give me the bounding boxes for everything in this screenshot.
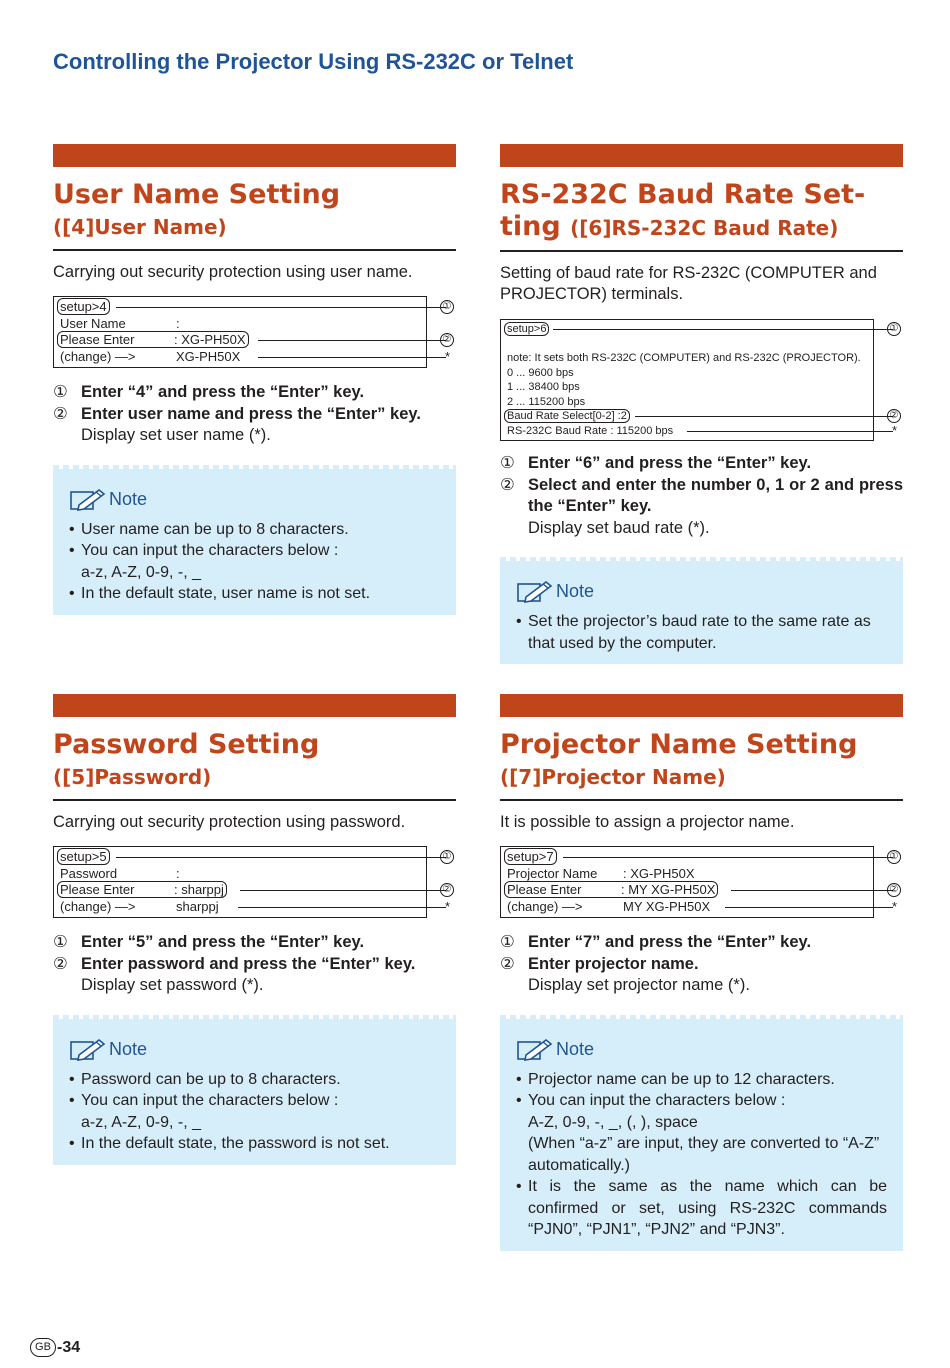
terminal-label: (change) —> bbox=[60, 898, 136, 914]
section-title bbox=[53, 179, 456, 243]
terminal-text: 1 ... 38400 bps bbox=[507, 381, 580, 393]
steps-list bbox=[500, 453, 903, 539]
section-title bbox=[53, 729, 456, 793]
section-title-text: RS-232C Baud Rate Set- bbox=[500, 179, 866, 210]
asterisk-marker: * bbox=[891, 898, 897, 914]
terminal-value: XG-PH50X bbox=[176, 348, 241, 364]
step-marker: ② bbox=[440, 883, 454, 897]
note-continuation: a-z, A-Z, 0-9, -, _ bbox=[81, 1113, 202, 1131]
step-marker: ① bbox=[887, 850, 901, 864]
step-number: ① bbox=[53, 383, 68, 402]
note-bullet: • You can input the characters below : bbox=[69, 540, 440, 562]
note-bullet: • User name can be up to 8 characters. bbox=[69, 519, 440, 541]
step-text: Enter “7” and press the “Enter” key. bbox=[528, 933, 812, 952]
pencil-note-icon bbox=[69, 1037, 107, 1063]
note-bullet: • Password can be up to 8 characters. bbox=[69, 1069, 440, 1091]
step-marker: ② bbox=[887, 883, 901, 897]
section-password bbox=[53, 694, 456, 1165]
terminal-line bbox=[507, 337, 873, 352]
pencil-note-icon bbox=[516, 579, 554, 605]
section-title-text: User Name Setting bbox=[53, 179, 341, 210]
step-marker: ① bbox=[440, 300, 454, 314]
terminal-value: : bbox=[176, 315, 180, 331]
terminal-label: Password bbox=[60, 865, 118, 881]
step-number: ② bbox=[500, 954, 515, 973]
terminal-value: : XG-PH50X bbox=[174, 332, 246, 348]
terminal-value: MY XG-PH50X bbox=[623, 898, 711, 914]
note-box bbox=[500, 561, 903, 664]
step-number: ① bbox=[500, 454, 515, 472]
step-text: Enter projector name. bbox=[528, 954, 699, 973]
asterisk-marker: * bbox=[444, 898, 450, 914]
terminal-command: setup>6 bbox=[504, 322, 549, 336]
terminal-text: 2 ... 115200 bps bbox=[507, 395, 586, 408]
section-intro: Carrying out security protection using user name. bbox=[53, 263, 413, 281]
leader-line bbox=[238, 907, 446, 908]
terminal-line bbox=[60, 348, 450, 366]
step-marker: ① bbox=[887, 322, 901, 336]
step-item bbox=[500, 954, 903, 976]
terminal-text: 0 ... 9600 bps bbox=[507, 366, 574, 379]
step-number: ① bbox=[500, 933, 515, 952]
terminal-box bbox=[53, 296, 452, 368]
note-label: Note bbox=[109, 1039, 148, 1060]
note-bullet: • You can input the characters below : bbox=[69, 1090, 440, 1112]
step-text: Select and enter the number 0, 1 or 2 and press the “Enter” key. bbox=[528, 475, 903, 515]
terminal-label: Please Enter bbox=[60, 882, 135, 898]
step-marker: ② bbox=[887, 409, 901, 423]
section-user-name bbox=[53, 144, 456, 615]
terminal-box bbox=[500, 319, 899, 441]
section-rule bbox=[53, 799, 456, 801]
section-title-text: Password Setting bbox=[53, 729, 320, 760]
asterisk-marker: * bbox=[444, 348, 450, 364]
section-subtitle: ([7]Projector Name) bbox=[500, 765, 726, 789]
terminal-value: : MY XG-PH50X bbox=[621, 882, 716, 898]
note-header bbox=[69, 1037, 440, 1063]
leader-line bbox=[258, 357, 446, 358]
leader-line bbox=[553, 329, 893, 330]
section-title bbox=[500, 179, 903, 244]
steps-list bbox=[53, 382, 456, 447]
step-text: Enter user name and press the “Enter” key. bbox=[81, 404, 421, 423]
terminal-label: (change) —> bbox=[60, 348, 136, 364]
note-bullet: • Projector name can be up to 12 characters. bbox=[516, 1069, 887, 1091]
terminal-value: sharppj bbox=[176, 898, 219, 914]
terminal-line bbox=[60, 882, 452, 899]
section-bar bbox=[500, 144, 903, 167]
terminal-line bbox=[507, 849, 899, 866]
step-marker: ② bbox=[440, 333, 454, 347]
section-bar bbox=[53, 694, 456, 717]
step-text: Enter “5” and press the “Enter” key. bbox=[81, 933, 365, 952]
terminal-line bbox=[60, 316, 426, 333]
section-title-text: Projector Name Setting bbox=[500, 729, 858, 760]
page-number: -34 bbox=[57, 1338, 81, 1356]
terminal-command: setup>4 bbox=[57, 298, 110, 315]
step-item bbox=[53, 932, 456, 954]
terminal-label: User Name bbox=[60, 315, 126, 331]
step-number: ② bbox=[53, 954, 68, 973]
leader-line bbox=[563, 857, 893, 858]
note-label: Note bbox=[556, 1039, 595, 1060]
step-item bbox=[500, 475, 903, 518]
step-note: Display set password (*). bbox=[81, 976, 264, 995]
terminal-label: (change) —> bbox=[507, 898, 583, 914]
step-text: Enter “6” and press the “Enter” key. bbox=[528, 454, 812, 472]
step-number: ② bbox=[53, 404, 68, 423]
terminal-line bbox=[507, 866, 873, 883]
step-marker: ① bbox=[440, 850, 454, 864]
section-intro: Carrying out security protection using password. bbox=[53, 813, 406, 831]
note-bullet: • In the default state, user name is not set. bbox=[69, 583, 440, 605]
terminal-box bbox=[53, 846, 452, 918]
section-bar bbox=[53, 144, 456, 167]
terminal-line bbox=[507, 409, 899, 424]
note-bullet: • In the default state, the password is not set. bbox=[69, 1133, 440, 1155]
step-item bbox=[53, 382, 456, 404]
terminal-line bbox=[60, 898, 450, 916]
section-title-text: ting bbox=[500, 211, 561, 242]
step-note: Display set baud rate (*). bbox=[528, 518, 710, 537]
note-bullet: • You can input the characters below : bbox=[516, 1090, 887, 1112]
terminal-line bbox=[507, 882, 899, 899]
step-number: ② bbox=[500, 475, 515, 494]
section-subtitle: ([5]Password) bbox=[53, 765, 212, 789]
note-header bbox=[516, 579, 887, 605]
leader-line bbox=[635, 416, 893, 417]
section-rule bbox=[500, 250, 903, 252]
note-header bbox=[516, 1037, 887, 1063]
note-bullet: • It is the same as the name which can be confirmed or set, using RS-232C commands “PJN0”, “PJN1”, “PJN2” and “PJN3”. bbox=[516, 1176, 887, 1241]
terminal-value: : bbox=[176, 865, 180, 881]
pencil-note-icon bbox=[516, 1037, 554, 1063]
asterisk-marker: * bbox=[891, 422, 897, 438]
terminal-label: Please Enter bbox=[60, 332, 135, 348]
terminal-line bbox=[507, 422, 897, 439]
step-number: ① bbox=[53, 933, 68, 952]
terminal-line bbox=[507, 380, 873, 395]
steps-list bbox=[500, 932, 903, 997]
page-title: Controlling the Projector Using RS-232C or Telnet bbox=[53, 49, 574, 74]
leader-line bbox=[731, 890, 893, 891]
terminal-box bbox=[500, 846, 899, 918]
note-box bbox=[53, 469, 456, 615]
section-title bbox=[500, 729, 903, 793]
terminal-label: Please Enter bbox=[507, 882, 582, 898]
note-continuation: a-z, A-Z, 0-9, -, _ bbox=[81, 563, 202, 581]
step-text: Enter password and press the “Enter” key. bbox=[81, 954, 416, 973]
note-header bbox=[69, 487, 440, 513]
section-bar bbox=[500, 694, 903, 717]
step-note: Display set user name (*). bbox=[81, 426, 271, 445]
step-item bbox=[53, 404, 456, 426]
section-projector-name bbox=[500, 694, 903, 1251]
leader-line bbox=[725, 907, 893, 908]
terminal-value: : sharppj bbox=[174, 882, 224, 898]
note-continuation: (When “a-z” are input, they are converted to “A-Z” automatically.) bbox=[528, 1135, 880, 1174]
leader-line bbox=[116, 857, 446, 858]
terminal-line bbox=[60, 332, 452, 349]
terminal-line bbox=[507, 351, 873, 366]
section-subtitle: ([4]User Name) bbox=[53, 215, 227, 239]
terminal-command: setup>7 bbox=[504, 848, 557, 865]
leader-line bbox=[116, 307, 446, 308]
step-text: Enter “4” and press the “Enter” key. bbox=[81, 383, 365, 402]
leader-line bbox=[687, 431, 893, 432]
terminal-command: setup>5 bbox=[57, 848, 110, 865]
note-bullet: • Set the projector’s baud rate to the same rate as that used by the computer. bbox=[516, 611, 887, 654]
note-box bbox=[500, 1019, 903, 1251]
note-label: Note bbox=[109, 489, 148, 510]
section-baud-rate bbox=[500, 144, 903, 664]
terminal-command: Baud Rate Select[0-2] :2 bbox=[504, 409, 630, 423]
section-rule bbox=[53, 249, 456, 251]
terminal-line bbox=[507, 395, 873, 410]
steps-list bbox=[53, 932, 456, 997]
step-item bbox=[53, 954, 456, 976]
page-footer bbox=[30, 1338, 80, 1357]
terminal-line bbox=[507, 322, 899, 337]
terminal-line bbox=[507, 898, 897, 916]
terminal-label: Projector Name bbox=[507, 865, 598, 881]
note-continuation: A-Z, 0-9, -, _, (, ), space bbox=[528, 1113, 698, 1131]
note-label: Note bbox=[556, 581, 595, 602]
terminal-line bbox=[507, 366, 873, 381]
terminal-text: note: It sets both RS-232C (COMPUTER) and RS-232C (PROJECTOR). bbox=[507, 352, 861, 364]
section-intro: Setting of baud rate for RS-232C (COMPUTER and PROJECTOR) terminals. bbox=[500, 264, 877, 303]
pencil-note-icon bbox=[69, 487, 107, 513]
leader-line bbox=[240, 890, 446, 891]
terminal-text: RS-232C Baud Rate : 115200 bps bbox=[507, 424, 674, 437]
terminal-line bbox=[60, 866, 426, 883]
step-note: Display set projector name (*). bbox=[528, 976, 750, 995]
note-box bbox=[53, 1019, 456, 1165]
section-intro: It is possible to assign a projector name. bbox=[500, 813, 795, 831]
terminal-value: : XG-PH50X bbox=[623, 865, 695, 881]
step-item bbox=[500, 453, 903, 475]
section-subtitle: ([6]RS-232C Baud Rate) bbox=[570, 216, 839, 240]
terminal-line bbox=[60, 299, 452, 316]
step-item bbox=[500, 932, 903, 954]
terminal-line bbox=[60, 849, 452, 866]
leader-line bbox=[258, 340, 446, 341]
region-badge: GB bbox=[30, 1338, 56, 1357]
section-rule bbox=[500, 799, 903, 801]
